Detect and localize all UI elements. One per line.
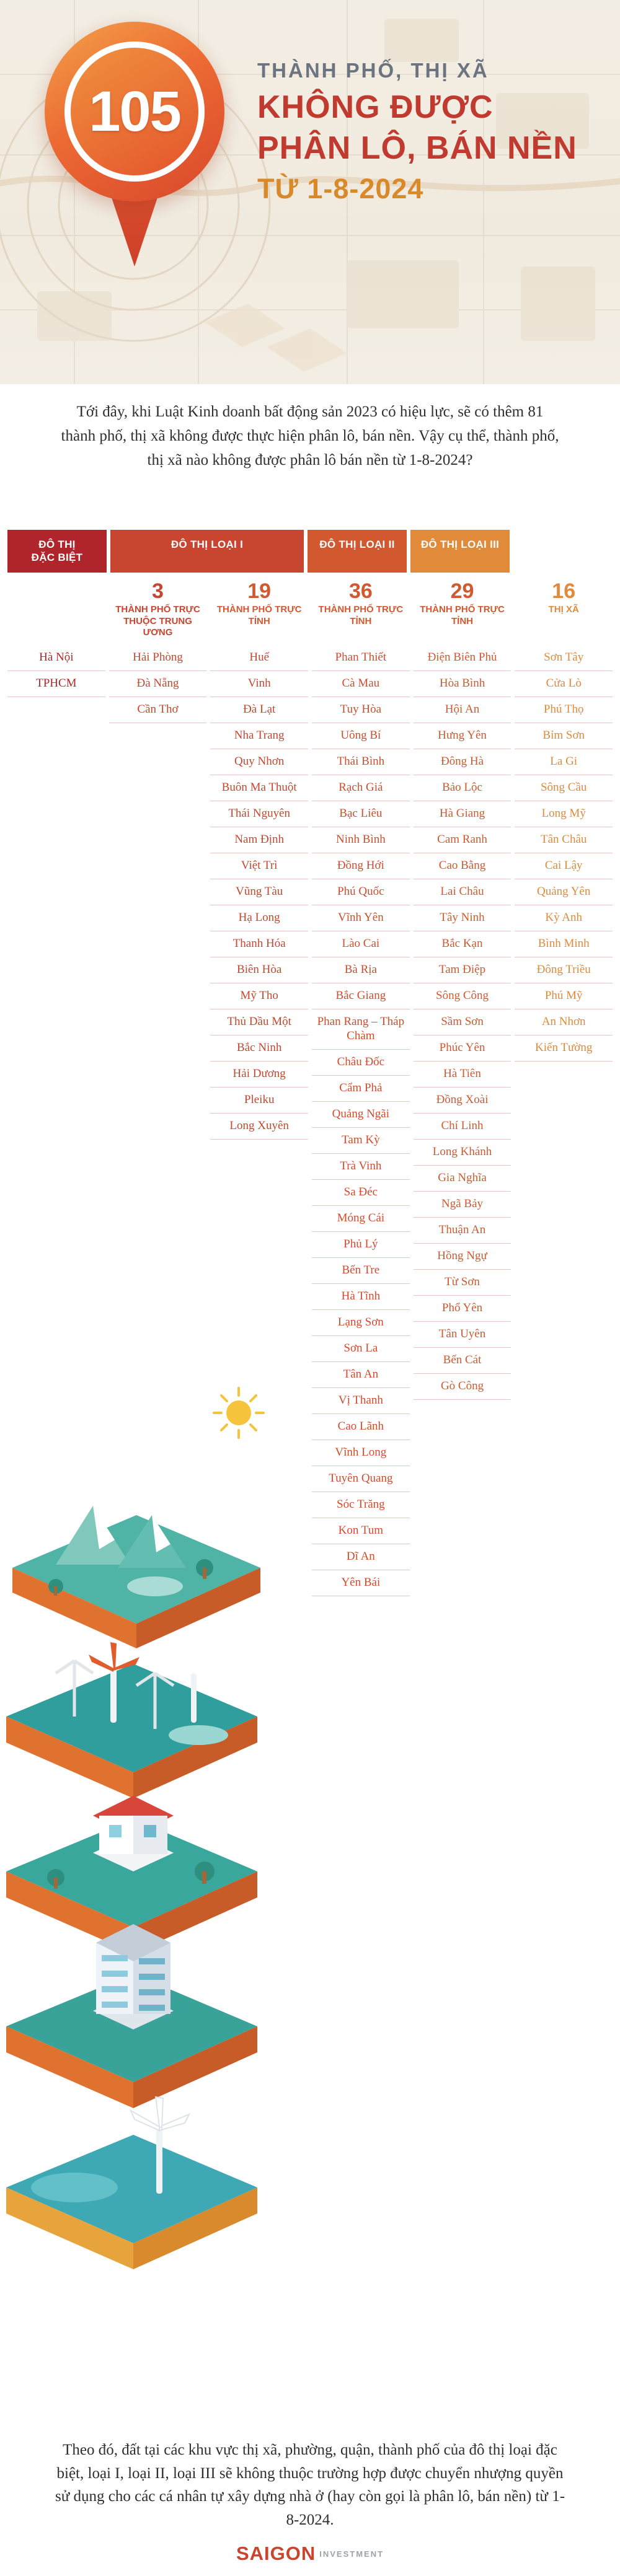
- city-cell: Sông Công: [414, 983, 512, 1009]
- city-cell: Vĩnh Long: [312, 1440, 410, 1466]
- apartment-building: [93, 1924, 174, 2029]
- city-cell: Sông Cầu: [515, 775, 613, 801]
- column-loai-3: [414, 645, 512, 1596]
- city-table: [0, 530, 620, 1596]
- land-slab-building: [6, 1924, 257, 2108]
- city-cell: Dĩ An: [312, 1544, 410, 1570]
- city-cell: Sơn Tây: [515, 645, 613, 671]
- city-cell: Vị Thanh: [312, 1388, 410, 1414]
- land-slab-windfarm: [6, 2097, 257, 2269]
- pin-core: [71, 48, 198, 175]
- city-cell: Cửa Lò: [515, 671, 613, 697]
- city-cell: An Nhơn: [515, 1009, 613, 1035]
- city-cell: Tân An: [312, 1362, 410, 1388]
- city-cell: Cần Thơ: [109, 697, 207, 723]
- city-cell: Mỹ Tho: [210, 983, 308, 1009]
- city-cell: Bà Rịa: [312, 957, 410, 983]
- count-label-2: THÀNH PHỐ TRỰC TỈNH: [216, 604, 302, 626]
- category-header-bar: [0, 530, 620, 573]
- location-pin-graphic: [32, 22, 237, 288]
- land-slab-energy: [6, 1642, 257, 1798]
- count-row: [0, 573, 620, 640]
- city-cell: Ninh Bình: [312, 827, 410, 853]
- city-cell: Long Khánh: [414, 1140, 512, 1166]
- count-label-1: THÀNH PHỐ TRỰC THUỘC TRUNG ƯƠNG: [115, 604, 200, 638]
- city-cell: Uông Bí: [312, 723, 410, 749]
- city-cell: Hòa Bình: [414, 671, 512, 697]
- count-cell-5: [515, 580, 613, 640]
- city-cell: La Gi: [515, 749, 613, 775]
- header: [0, 0, 620, 384]
- city-cell: Đồng Hới: [312, 853, 410, 879]
- city-cell: Thuận An: [414, 1218, 512, 1244]
- footer-note: Theo đó, đất tại các khu vực thị xã, phường, quận, thành phố của đô thị loại đặc biệt, loại I, loại II, loại III sẽ không thuộc trường hợp được chuyển nhượng quyền sử dụng cho các cá nhân tự xây dựng nhà ở (hay còn gọi là phân lô, bán nền) từ 1-8-2024.: [55, 2442, 565, 2528]
- city-cell: Hà Giang: [414, 801, 512, 827]
- city-cell: Nam Định: [210, 827, 308, 853]
- city-cell: Bỉm Sơn: [515, 723, 613, 749]
- city-cell: Đông Triều: [515, 957, 613, 983]
- city-cell: Hà Nội: [7, 645, 105, 671]
- city-cell: Bắc Kạn: [414, 931, 512, 957]
- city-cell: Rạch Giá: [312, 775, 410, 801]
- city-cell: Long Mỹ: [515, 801, 613, 827]
- city-cell: Sầm Sơn: [414, 1009, 512, 1035]
- city-cell: Bến Cát: [414, 1348, 512, 1374]
- city-cell: Cẩm Phả: [312, 1076, 410, 1102]
- city-cell: Hội An: [414, 697, 512, 723]
- count-cell-2: [210, 580, 308, 640]
- city-cell: Vinh: [210, 671, 308, 697]
- city-cell: Hải Phòng: [109, 645, 207, 671]
- count-label-4: THÀNH PHỐ TRỰC TỈNH: [420, 604, 505, 626]
- column-thi-xa: [515, 645, 613, 1596]
- count-number-2: 19: [247, 579, 272, 603]
- count-cell-1: [109, 580, 207, 640]
- city-cell: Điện Biên Phủ: [414, 645, 512, 671]
- column-loai-2: [312, 645, 410, 1596]
- city-cell: Phúc Yên: [414, 1035, 512, 1062]
- city-cell: Châu Đốc: [312, 1050, 410, 1076]
- city-cell: TPHCM: [7, 671, 105, 697]
- city-cell: Quảng Ngãi: [312, 1102, 410, 1128]
- city-columns: [0, 639, 620, 1596]
- city-cell: Tuy Hòa: [312, 697, 410, 723]
- count-cell-4: [414, 580, 512, 640]
- count-number-4: 29: [450, 579, 474, 603]
- city-cell: Bạc Liêu: [312, 801, 410, 827]
- city-cell: Chí Linh: [414, 1114, 512, 1140]
- city-cell: Phú Quốc: [312, 879, 410, 905]
- city-cell: Cai Lậy: [515, 853, 613, 879]
- city-cell: Buôn Ma Thuột: [210, 775, 308, 801]
- header-text-block: [257, 59, 592, 205]
- city-cell: Tuyên Quang: [312, 1466, 410, 1492]
- city-cell: Trà Vinh: [312, 1154, 410, 1180]
- city-cell: Long Xuyên: [210, 1114, 308, 1140]
- city-cell: Kiến Tường: [515, 1035, 613, 1062]
- column-loai-1-tinh: [210, 645, 308, 1596]
- count-number-3: 36: [348, 579, 373, 603]
- brand-logo: [50, 2543, 570, 2565]
- city-cell: Thái Nguyên: [210, 801, 308, 827]
- city-cell: Hồng Ngự: [414, 1244, 512, 1270]
- city-cell: Kon Tum: [312, 1518, 410, 1544]
- city-cell: Thanh Hóa: [210, 931, 308, 957]
- city-cell: Ngã Bảy: [414, 1192, 512, 1218]
- city-cell: Phủ Lý: [312, 1232, 410, 1258]
- city-cell: Tân Uyên: [414, 1322, 512, 1348]
- city-cell: Vĩnh Yên: [312, 905, 410, 931]
- header-line-1: THÀNH PHỐ, THỊ XÃ: [257, 59, 489, 82]
- city-cell: Thái Bình: [312, 749, 410, 775]
- city-cell: Sóc Trăng: [312, 1492, 410, 1518]
- city-cell: Yên Bái: [312, 1570, 410, 1596]
- category-loai-2: ĐÔ THỊ LOẠI II: [308, 530, 407, 573]
- city-cell: Quảng Yên: [515, 879, 613, 905]
- city-cell: Bến Tre: [312, 1258, 410, 1284]
- city-cell: Đà Lạt: [210, 697, 308, 723]
- header-line-3: PHÂN LÔ, BÁN NỀN: [257, 130, 577, 166]
- count-label-5: THỊ XÃ: [548, 604, 579, 615]
- header-line-4: TỪ 1-8-2024: [257, 173, 424, 204]
- city-cell: Đồng Xoài: [414, 1088, 512, 1114]
- count-cell-0: [7, 580, 105, 640]
- city-cell: Tây Ninh: [414, 905, 512, 931]
- city-cell: Phổ Yên: [414, 1296, 512, 1322]
- city-cell: Phan Thiết: [312, 645, 410, 671]
- city-cell: Từ Sơn: [414, 1270, 512, 1296]
- city-cell: Gò Công: [414, 1374, 512, 1400]
- land-slab-house: [6, 1796, 257, 1953]
- city-cell: Biên Hòa: [210, 957, 308, 983]
- city-cell: Hải Dương: [210, 1062, 308, 1088]
- count-label-3: THÀNH PHỐ TRỰC TỈNH: [318, 604, 404, 626]
- intro-paragraph: Tới đây, khi Luật Kinh doanh bất động sản 2023 có hiệu lực, sẽ có thêm 81 thành phố, thị xã không được thực hiện phân lô, bán nền. Vậy cụ thể, thành phố, thị xã nào không được phân lô bán nền từ 1-8-2024?: [61, 403, 559, 468]
- city-cell: Cam Ranh: [414, 827, 512, 853]
- count-number-5: 16: [552, 579, 576, 603]
- brand-name: SAIGON: [236, 2543, 316, 2564]
- city-cell: Bảo Lộc: [414, 775, 512, 801]
- city-cell: Đà Nẵng: [109, 671, 207, 697]
- city-cell: Hưng Yên: [414, 723, 512, 749]
- city-cell: Phú Thọ: [515, 697, 613, 723]
- city-cell: Nha Trang: [210, 723, 308, 749]
- city-cell: Thủ Dầu Một: [210, 1009, 308, 1035]
- city-cell: Hạ Long: [210, 905, 308, 931]
- category-loai-1: ĐÔ THỊ LOẠI I: [110, 530, 304, 573]
- header-line-2: KHÔNG ĐƯỢC: [257, 89, 494, 125]
- city-cell: Cao Bằng: [414, 853, 512, 879]
- column-loai-1-tw: [109, 645, 207, 1596]
- city-cell: Cà Mau: [312, 671, 410, 697]
- city-cell: Lai Châu: [414, 879, 512, 905]
- city-cell: Bình Minh: [515, 931, 613, 957]
- count-cell-3: [312, 580, 410, 640]
- brand-subtitle: INVESTMENT: [319, 2549, 384, 2559]
- city-cell: Móng Cái: [312, 1206, 410, 1232]
- city-cell: Tam Kỳ: [312, 1128, 410, 1154]
- city-cell: Huế: [210, 645, 308, 671]
- city-cell: Việt Trì: [210, 853, 308, 879]
- city-cell: Lào Cai: [312, 931, 410, 957]
- city-cell: Phú Mỹ: [515, 983, 613, 1009]
- city-cell: Kỳ Anh: [515, 905, 613, 931]
- city-cell: Cao Lãnh: [312, 1414, 410, 1440]
- category-dac-biet: ĐÔ THỊ ĐẶC BIỆT: [7, 530, 107, 573]
- footer: [0, 2438, 620, 2576]
- count-number-1: 3: [152, 579, 164, 603]
- city-cell: Bắc Giang: [312, 983, 410, 1009]
- category-loai-3: ĐÔ THỊ LOẠI III: [410, 530, 510, 573]
- house-graphic: [93, 1796, 174, 1871]
- city-cell: Phan Rang – Tháp Chàm: [312, 1009, 410, 1050]
- city-cell: Bắc Ninh: [210, 1035, 308, 1062]
- city-cell: Sơn La: [312, 1336, 410, 1362]
- city-cell: Đông Hà: [414, 749, 512, 775]
- category-spacer: [513, 530, 613, 573]
- city-cell: Pleiku: [210, 1088, 308, 1114]
- city-cell: Lạng Sơn: [312, 1310, 410, 1336]
- column-dac-biet: [7, 645, 105, 1596]
- city-cell: Tân Châu: [515, 827, 613, 853]
- city-cell: Hà Tiên: [414, 1062, 512, 1088]
- city-cell: Sa Đéc: [312, 1180, 410, 1206]
- city-cell: Hà Tĩnh: [312, 1284, 410, 1310]
- badge-number: 105: [89, 79, 180, 143]
- city-cell: Quy Nhơn: [210, 749, 308, 775]
- city-cell: Vũng Tàu: [210, 879, 308, 905]
- city-cell: Gia Nghĩa: [414, 1166, 512, 1192]
- city-cell: Tam Điệp: [414, 957, 512, 983]
